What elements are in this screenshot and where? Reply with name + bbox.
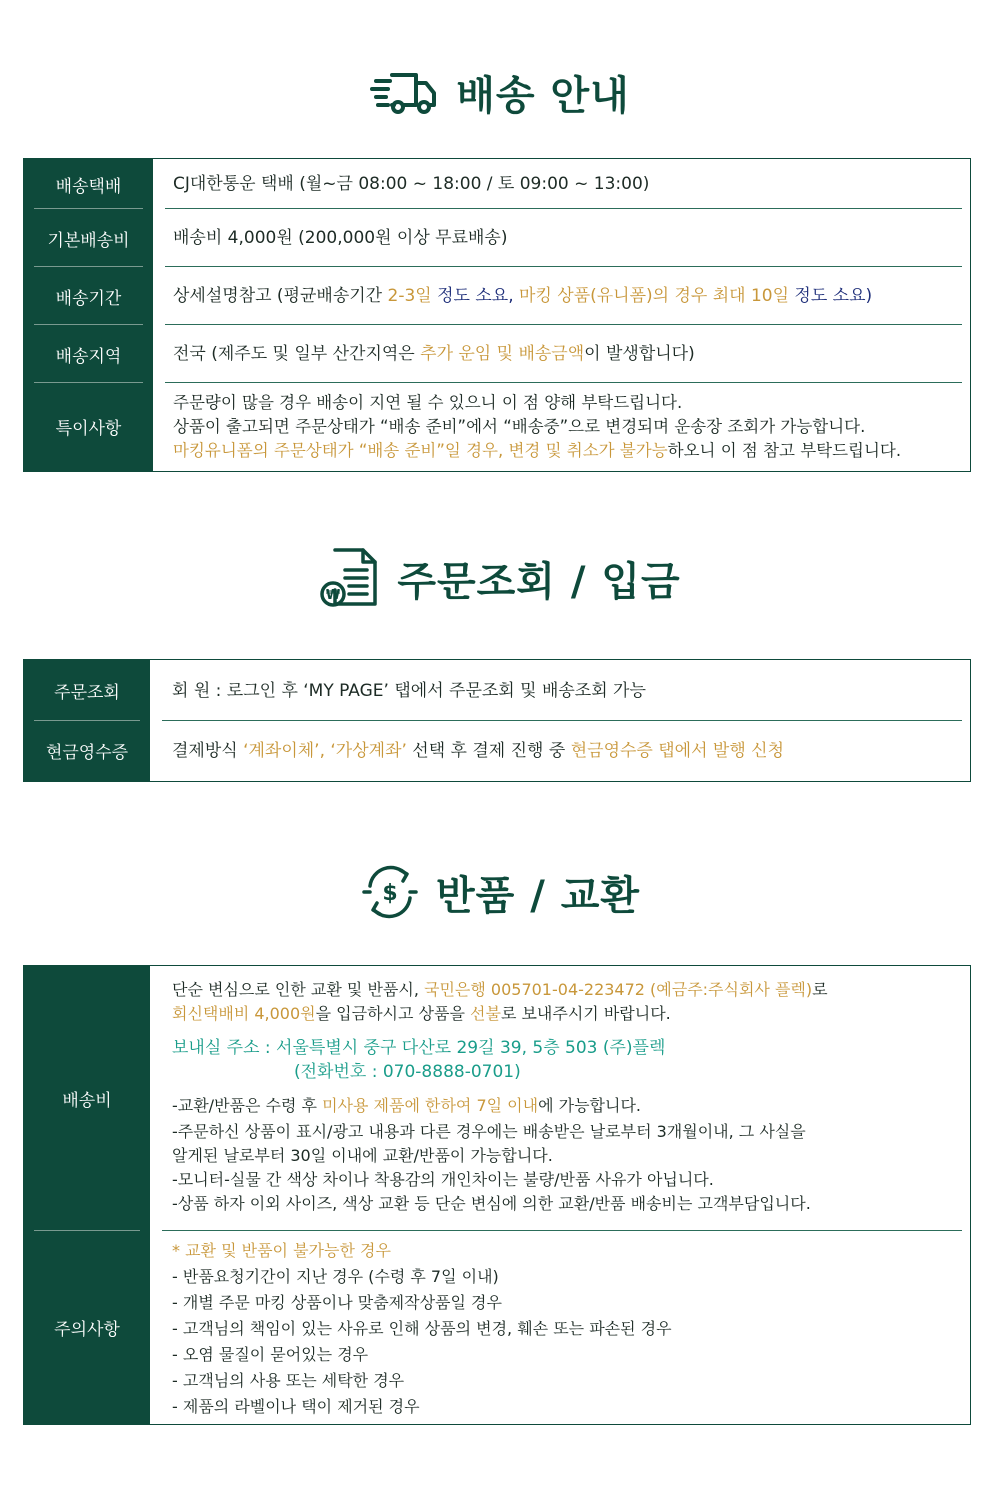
return-phone: (전화번호 : 070-8888-0701) [294,1062,521,1082]
truck-icon [370,67,440,117]
return-address: 보내실 주소 : 서울특별시 중구 다산로 29길 39, 5층 503 (주)플렉 [172,1038,666,1058]
period-value: 상세설명참고 (평균배송기간 2-3일 정도 소요, 마킹 상품(유니폼)의 경우 최대 10일 정도 소요) [173,286,873,306]
list-item: - 오염 물질이 묻어있는 경우 [172,1345,369,1364]
order-section-header [0,545,1000,611]
return-policy-line-4: -모니터-실물 간 색상 차이나 착용감의 개인차이는 불량/반품 사유가 아닙니다. [172,1170,714,1189]
row-label-order-lookup: 주문조회 [54,683,120,703]
return-policy-line-1: -교환/반품은 수령 후 미사용 제품에 한하여 7일 이내에 가능합니다. [172,1096,641,1115]
order-title: 주문조회 / 입금 [397,558,681,605]
table-row [24,383,970,470]
list-item: - 고객님의 책임이 있는 사유로 인해 상품의 변경, 훼손 또는 파손된 경우 [172,1319,672,1338]
returns-title: 반품 / 교환 [435,872,641,919]
row-label-period: 배송기간 [55,288,122,309]
returns-table [23,965,971,1425]
document-won-icon [319,546,381,610]
region-value: 전국 (제주도 및 일부 산간지역은 추가 운임 및 배송금액이 발생합니다) [173,344,695,364]
list-item: - 반품요청기간이 지난 경우 (수령 후 7일 이내) [172,1267,499,1286]
list-item: - 개별 주문 마킹 상품이나 맞춤제작상품일 경우 [172,1293,502,1312]
notes-line-2: 상품이 출고되면 주문상태가 “배송 준비”에서 “배송중”으로 변경되며 운송장 조회가 가능합니다. [173,416,866,436]
list-item: - 고객님의 사용 또는 세탁한 경우 [172,1371,405,1390]
list-item: - 제품의 라벨이나 택이 제거된 경우 [172,1397,420,1416]
table-row [24,721,970,780]
row-label-notes: 특이사항 [55,419,122,439]
row-label-shipping-fee: 배송비 [62,1091,112,1111]
courier-value: CJ대한통운 택배 (월~금 08:00 ~ 18:00 / 토 09:00 ~ 13:00) [173,174,650,194]
row-label-region: 배송지역 [55,346,122,367]
shipping-title: 배송 안내 [456,72,630,119]
row-label-courier: 배송택배 [55,176,122,197]
refund-fee-line: 회신택배비 4,000원을 입금하시고 상품을 선불로 보내주시기 바랍니다. [172,1004,671,1023]
table-row [24,1231,970,1423]
cash-receipt-value: 결제방식 ‘계좌이체’, ‘가상계좌’ 선택 후 결제 진행 중 현금영수증 탭에서 발행 신청 [172,740,784,761]
shipping-table [23,158,971,472]
table-row [24,209,970,267]
refund-dollar-icon [360,862,420,922]
table-row [24,267,970,325]
notes-line-3: 마킹유니폼의 주문상태가 “배송 준비”일 경우, 변경 및 취소가 불가능하오니 이 점 참고 부탁드립니다. [173,440,902,460]
row-label-base-fee: 기본배송비 [47,230,130,251]
shipping-section-header [0,62,1000,122]
caution-heading: * 교환 및 반품이 불가능한 경우 [172,1241,391,1260]
base-fee-value: 배송비 4,000원 (200,000원 이상 무료배송) [173,228,508,248]
order-lookup-value: 회 원 : 로그인 후 ‘MY PAGE’ 탭에서 주문조회 및 배송조회 가능 [172,680,646,701]
return-policy-line-5: -상품 하자 이외 사이즈, 색상 교환 등 단순 변심에 의한 교환/반품 배송비는 고객부담입니다. [172,1194,811,1213]
svg-text:$: $ [382,881,398,906]
return-policy-line-3: 알게된 날로부터 30일 이내에 교환/반품이 가능합니다. [172,1146,553,1165]
return-policy-line-2: -주문하신 상품이 표시/광고 내용과 다른 경우에는 배송받은 날로부터 3개월이내, 그 사실을 [172,1122,806,1141]
table-row [24,660,970,721]
notes-line-1: 주문량이 많을 경우 배송이 지연 될 수 있으니 이 점 양해 부탁드립니다. [173,392,683,412]
row-label-caution: 주의사항 [54,1319,120,1340]
table-row [24,325,970,383]
table-row [24,159,970,209]
table-row [24,966,970,1231]
order-table [23,659,971,782]
refund-account-line: 단순 변심으로 인한 교환 및 반품시, 국민은행 005701-04-223472 (예금주:주식회사 플렉)로 [172,980,828,999]
svg-text:₩: ₩ [326,588,341,603]
returns-section-header [0,860,1000,924]
row-label-cash-receipt: 현금영수증 [45,743,129,763]
